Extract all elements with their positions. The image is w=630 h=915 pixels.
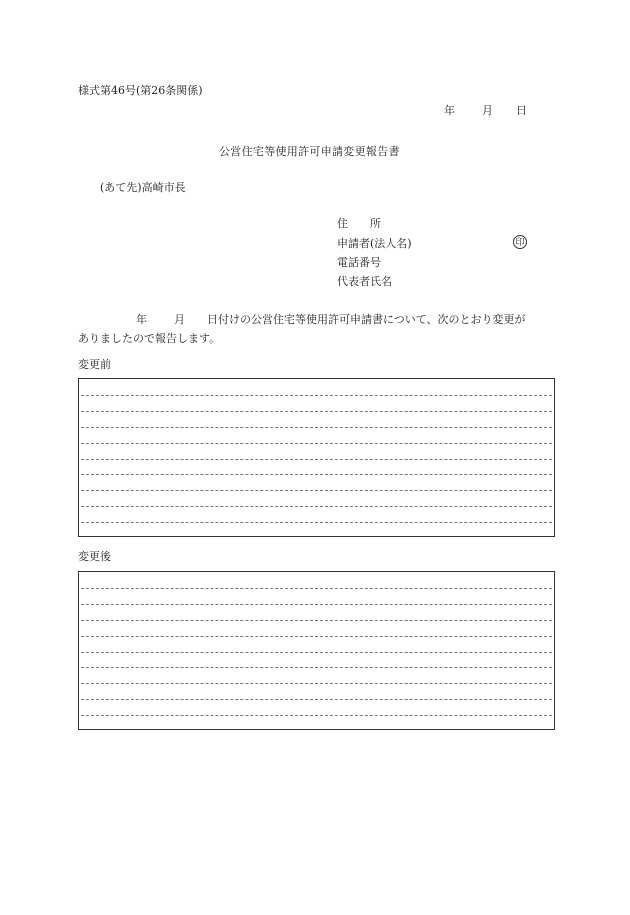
writing-line: [81, 636, 552, 637]
writing-line: [81, 667, 552, 668]
writing-line: [81, 715, 552, 716]
writing-line: [81, 620, 552, 621]
writing-line: [81, 506, 552, 507]
writing-line: [81, 604, 552, 605]
writing-line: [81, 588, 552, 589]
writing-line: [81, 699, 552, 700]
seal-icon: 印: [513, 235, 527, 249]
addressee: (あて先)高崎市長: [100, 181, 186, 194]
before-change-label: 変更前: [78, 358, 111, 371]
writing-line: [81, 683, 552, 684]
writing-line: [81, 395, 552, 396]
date-year: 年: [444, 104, 455, 117]
body-line-1: 日付けの公営住宅等使用許可申請書について、次のとおり変更が: [207, 313, 526, 326]
date-day: 日: [516, 104, 527, 117]
date-month: 月: [482, 104, 493, 117]
applicant-phone-label: 電話番号: [337, 256, 381, 269]
writing-line: [81, 474, 552, 475]
applicant-name-label: 申請者(法人名): [337, 237, 412, 250]
form-number: 様式第46号(第26条関係): [78, 84, 203, 97]
applicant-address-label: 住 所: [337, 217, 381, 230]
applicant-representative-label: 代表者氏名: [337, 275, 392, 288]
writing-line: [81, 459, 552, 460]
writing-line: [81, 411, 552, 412]
writing-line: [81, 490, 552, 491]
body-month: 月: [174, 313, 185, 326]
writing-line: [81, 427, 552, 428]
after-change-label: 変更後: [78, 550, 111, 563]
writing-line: [81, 652, 552, 653]
before-change-box[interactable]: [78, 378, 555, 537]
writing-line: [81, 522, 552, 523]
body-year: 年: [136, 313, 147, 326]
writing-line: [81, 443, 552, 444]
after-change-box[interactable]: [78, 571, 555, 730]
document-title: 公営住宅等使用許可申請変更報告書: [219, 145, 400, 158]
body-line-2: ありましたので報告します。: [78, 332, 221, 345]
